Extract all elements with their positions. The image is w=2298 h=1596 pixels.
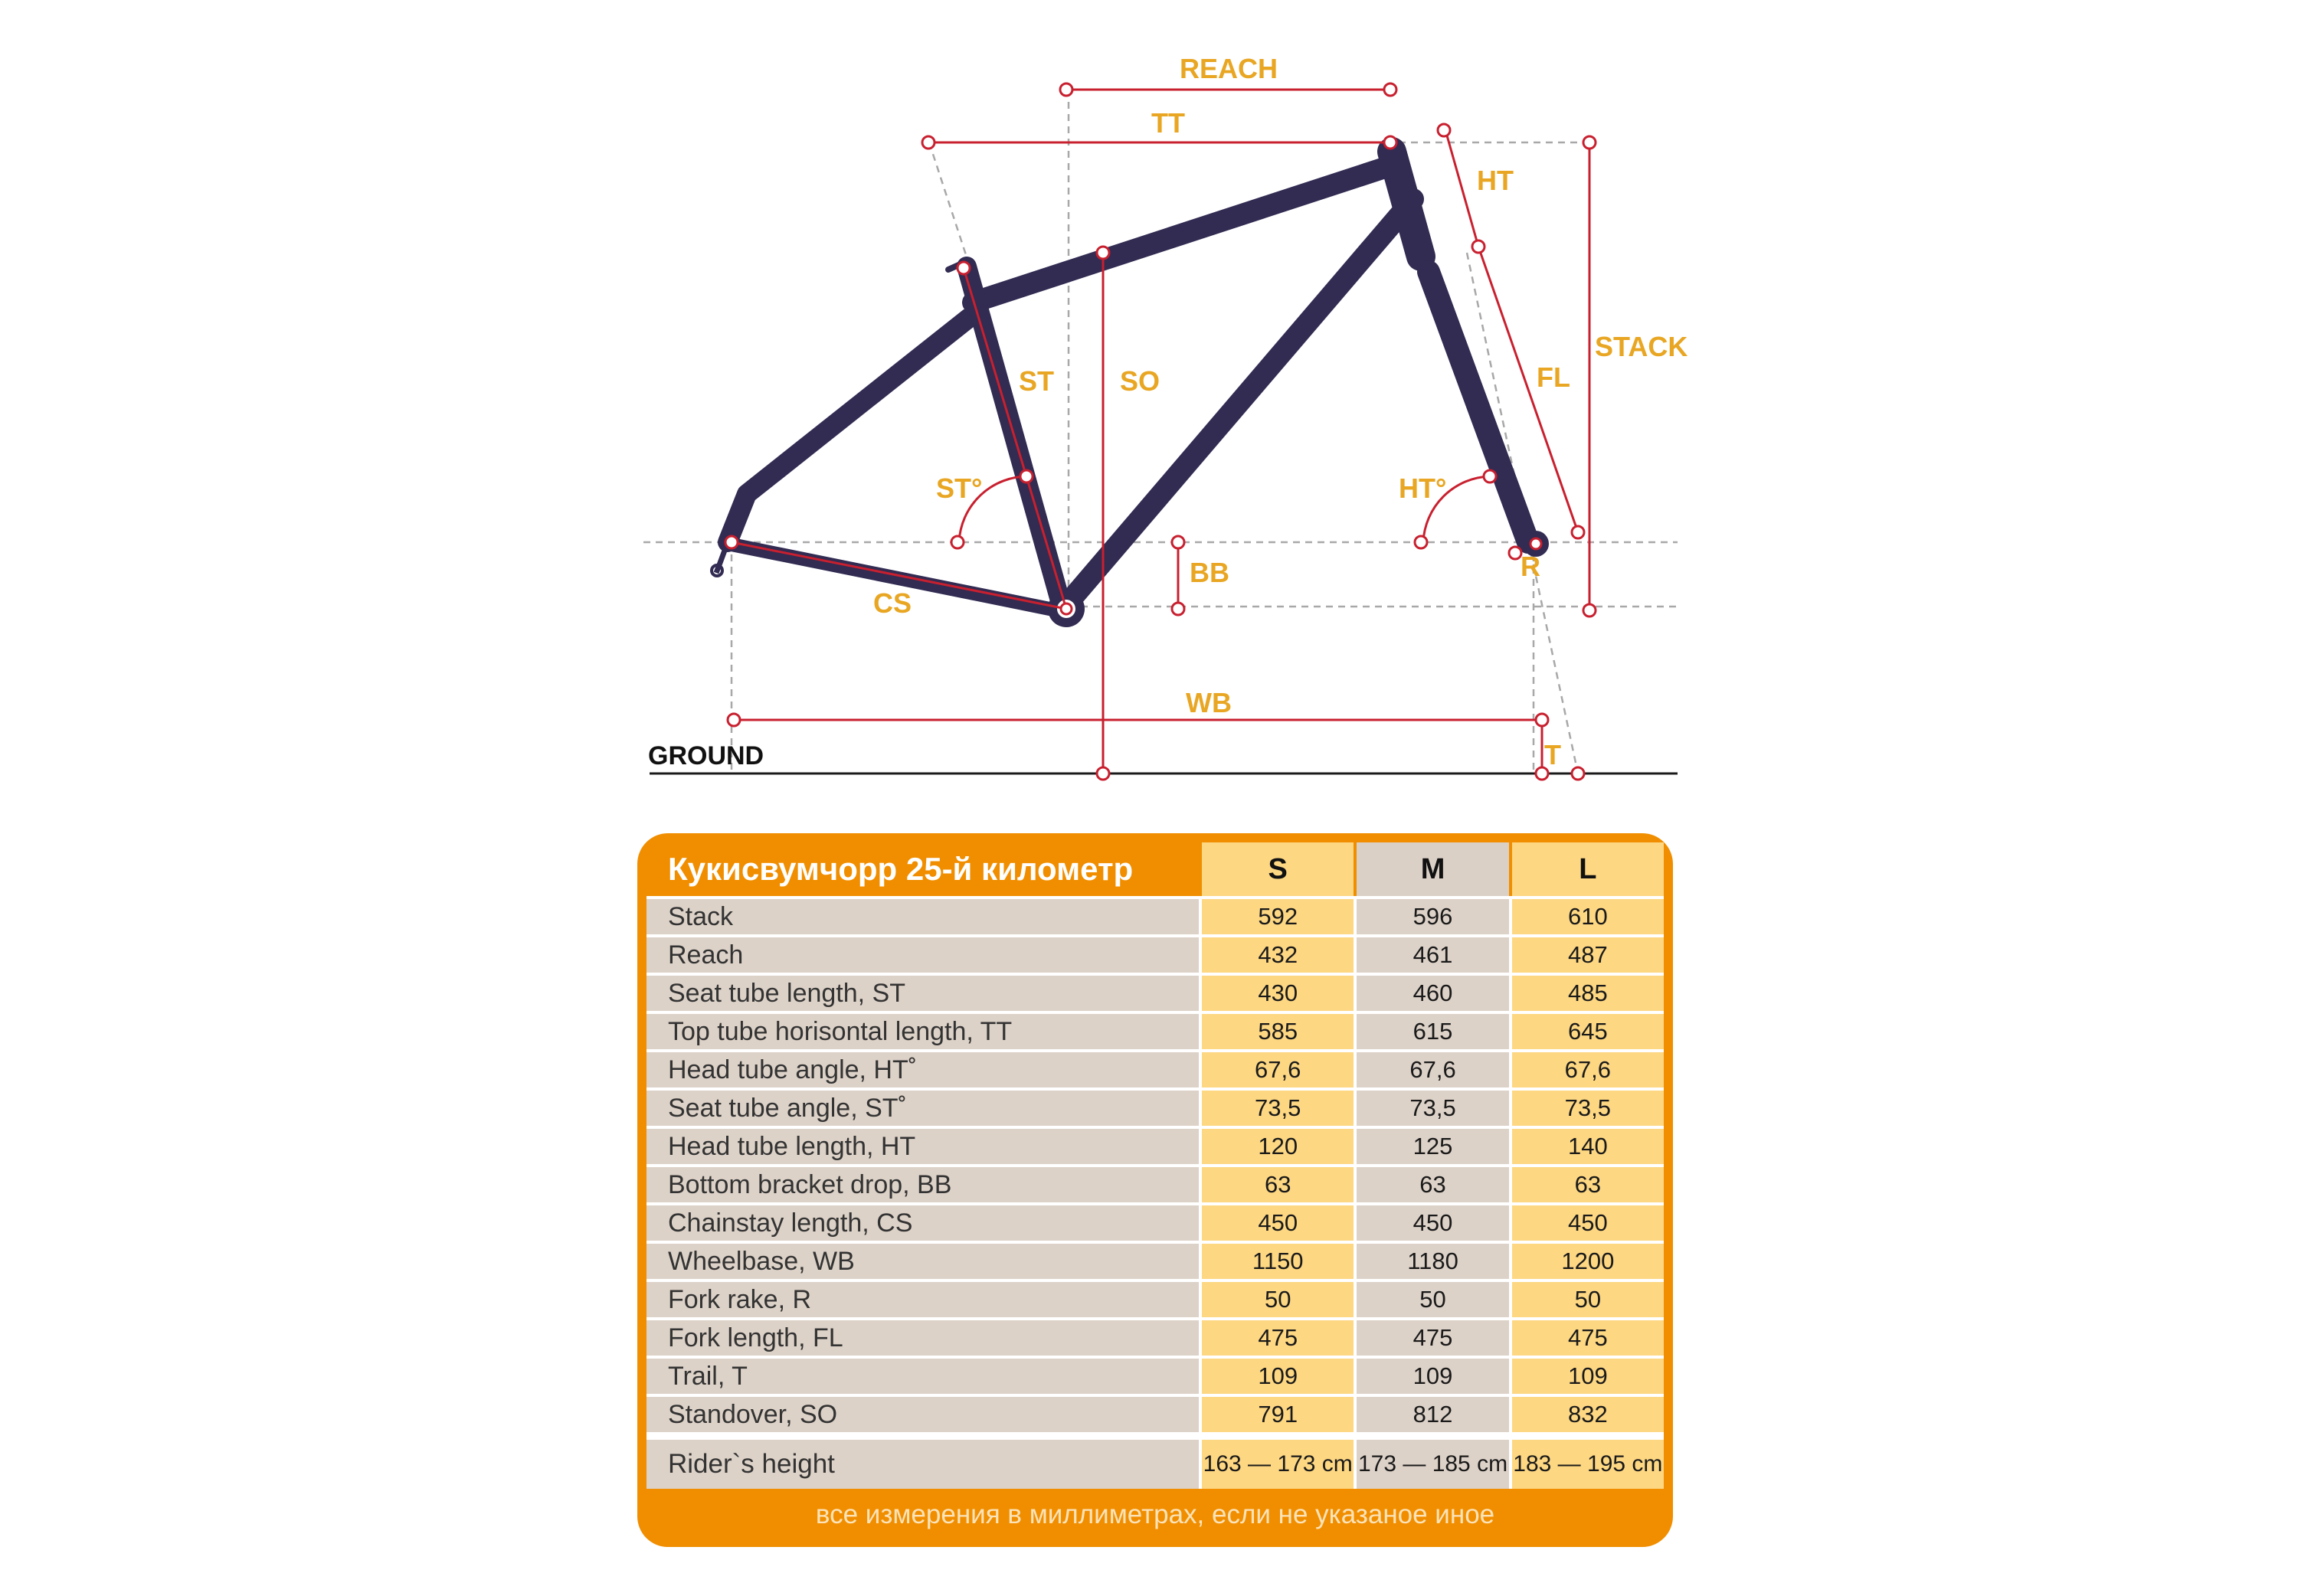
value-cell: 596	[1354, 896, 1508, 934]
row-label: Head tube length, HT	[647, 1126, 1199, 1164]
value-cell: 475	[1509, 1317, 1664, 1356]
value-cell: 461	[1354, 934, 1508, 973]
table-row	[647, 1164, 1664, 1202]
value-cell: 73,5	[1354, 1087, 1508, 1126]
value-cell: 50	[1509, 1279, 1664, 1317]
geometry-table	[647, 842, 1664, 1489]
label-r: R	[1521, 551, 1540, 582]
row-label: Seat tube angle, ST˚	[647, 1087, 1199, 1126]
rider-height-row	[647, 1432, 1664, 1489]
table-row	[647, 973, 1664, 1011]
value-cell: 610	[1509, 896, 1664, 934]
row-label: Head tube angle, HT˚	[647, 1049, 1199, 1087]
dimension-lines	[650, 90, 1678, 775]
value-cell: 592	[1199, 896, 1354, 934]
value-cell: 109	[1509, 1356, 1664, 1394]
value-cell: 615	[1354, 1011, 1508, 1049]
value-cell: 140	[1509, 1126, 1664, 1164]
value-cell: 109	[1354, 1356, 1508, 1394]
value-cell: 1200	[1509, 1241, 1664, 1279]
table-row	[647, 1202, 1664, 1241]
row-label: Chainstay length, CS	[647, 1202, 1199, 1241]
label-stack: STACK	[1595, 331, 1688, 362]
label-ht-angle: HT°	[1399, 473, 1447, 504]
table-row	[647, 1049, 1664, 1087]
row-label: Standover, SO	[647, 1394, 1199, 1432]
table-header-row	[647, 842, 1664, 896]
row-label: Reach	[647, 934, 1199, 973]
value-cell: 430	[1199, 973, 1354, 1011]
value-cell: 73,5	[1509, 1087, 1664, 1126]
table-row	[647, 1356, 1664, 1394]
row-label: Rider`s height	[647, 1432, 1199, 1489]
label-st: ST	[1019, 365, 1055, 397]
value-cell: 475	[1199, 1317, 1354, 1356]
value-cell: 63	[1199, 1164, 1354, 1202]
value-cell: 791	[1199, 1394, 1354, 1432]
table-footnote: все измерения в миллиметрах, если не указаное иное	[815, 1500, 1495, 1529]
label-fl: FL	[1537, 361, 1570, 393]
label-reach: REACH	[1179, 53, 1278, 84]
table-row	[647, 1279, 1664, 1317]
value-cell: 450	[1199, 1202, 1354, 1241]
label-st-angle: ST°	[936, 473, 983, 504]
dimension-labels	[648, 53, 1687, 770]
value-cell: 585	[1199, 1011, 1354, 1049]
table-row	[647, 1241, 1664, 1279]
value-cell: 50	[1354, 1279, 1508, 1317]
row-label: Trail, T	[647, 1356, 1199, 1394]
value-cell: 125	[1354, 1126, 1508, 1164]
value-cell: 67,6	[1509, 1049, 1664, 1087]
label-tt: TT	[1151, 107, 1185, 139]
size-header-m: M	[1354, 842, 1508, 896]
value-cell: 63	[1509, 1164, 1664, 1202]
value-cell: 645	[1509, 1011, 1664, 1049]
table-row	[647, 1011, 1664, 1049]
row-label: Wheelbase, WB	[647, 1241, 1199, 1279]
table-row	[647, 1317, 1664, 1356]
label-ground: GROUND	[648, 741, 764, 770]
value-cell: 450	[1509, 1202, 1664, 1241]
value-cell: 173 — 185 cm	[1354, 1432, 1508, 1489]
value-cell: 812	[1354, 1394, 1508, 1432]
row-label: Fork rake, R	[647, 1279, 1199, 1317]
value-cell: 487	[1509, 934, 1664, 973]
row-label: Stack	[647, 896, 1199, 934]
value-cell: 460	[1354, 973, 1508, 1011]
table-row	[647, 1126, 1664, 1164]
value-cell: 432	[1199, 934, 1354, 973]
label-cs: CS	[873, 587, 912, 619]
table-row	[647, 1394, 1664, 1432]
label-ht: HT	[1477, 165, 1514, 196]
table-row	[647, 896, 1664, 934]
value-cell: 163 — 173 cm	[1199, 1432, 1354, 1489]
value-cell: 109	[1199, 1356, 1354, 1394]
table-row	[647, 934, 1664, 973]
value-cell: 67,6	[1354, 1049, 1508, 1087]
value-cell: 50	[1199, 1279, 1354, 1317]
model-title: Кукисвумчорр 25-й километр	[647, 842, 1199, 896]
value-cell: 1180	[1354, 1241, 1508, 1279]
table-row	[647, 1087, 1664, 1126]
value-cell: 183 — 195 cm	[1509, 1432, 1664, 1489]
value-cell: 120	[1199, 1126, 1354, 1164]
label-wb: WB	[1186, 687, 1232, 718]
label-so: SO	[1120, 365, 1160, 397]
guide-lines	[643, 90, 1678, 773]
value-cell: 73,5	[1199, 1087, 1354, 1126]
row-label: Bottom bracket drop, BB	[647, 1164, 1199, 1202]
row-label: Seat tube length, ST	[647, 973, 1199, 1011]
label-t: T	[1544, 739, 1561, 770]
label-bb: BB	[1190, 557, 1229, 588]
row-label: Fork length, FL	[647, 1317, 1199, 1356]
value-cell: 485	[1509, 973, 1664, 1011]
value-cell: 1150	[1199, 1241, 1354, 1279]
geometry-table-card	[637, 833, 1673, 1547]
dimension-points	[725, 83, 1596, 780]
row-label: Top tube horisontal length, TT	[647, 1011, 1199, 1049]
value-cell: 67,6	[1199, 1049, 1354, 1087]
value-cell: 475	[1354, 1317, 1508, 1356]
size-header-l: L	[1509, 842, 1664, 896]
size-header-s: S	[1199, 842, 1354, 896]
value-cell: 450	[1354, 1202, 1508, 1241]
value-cell: 63	[1354, 1164, 1508, 1202]
value-cell: 832	[1509, 1394, 1664, 1432]
